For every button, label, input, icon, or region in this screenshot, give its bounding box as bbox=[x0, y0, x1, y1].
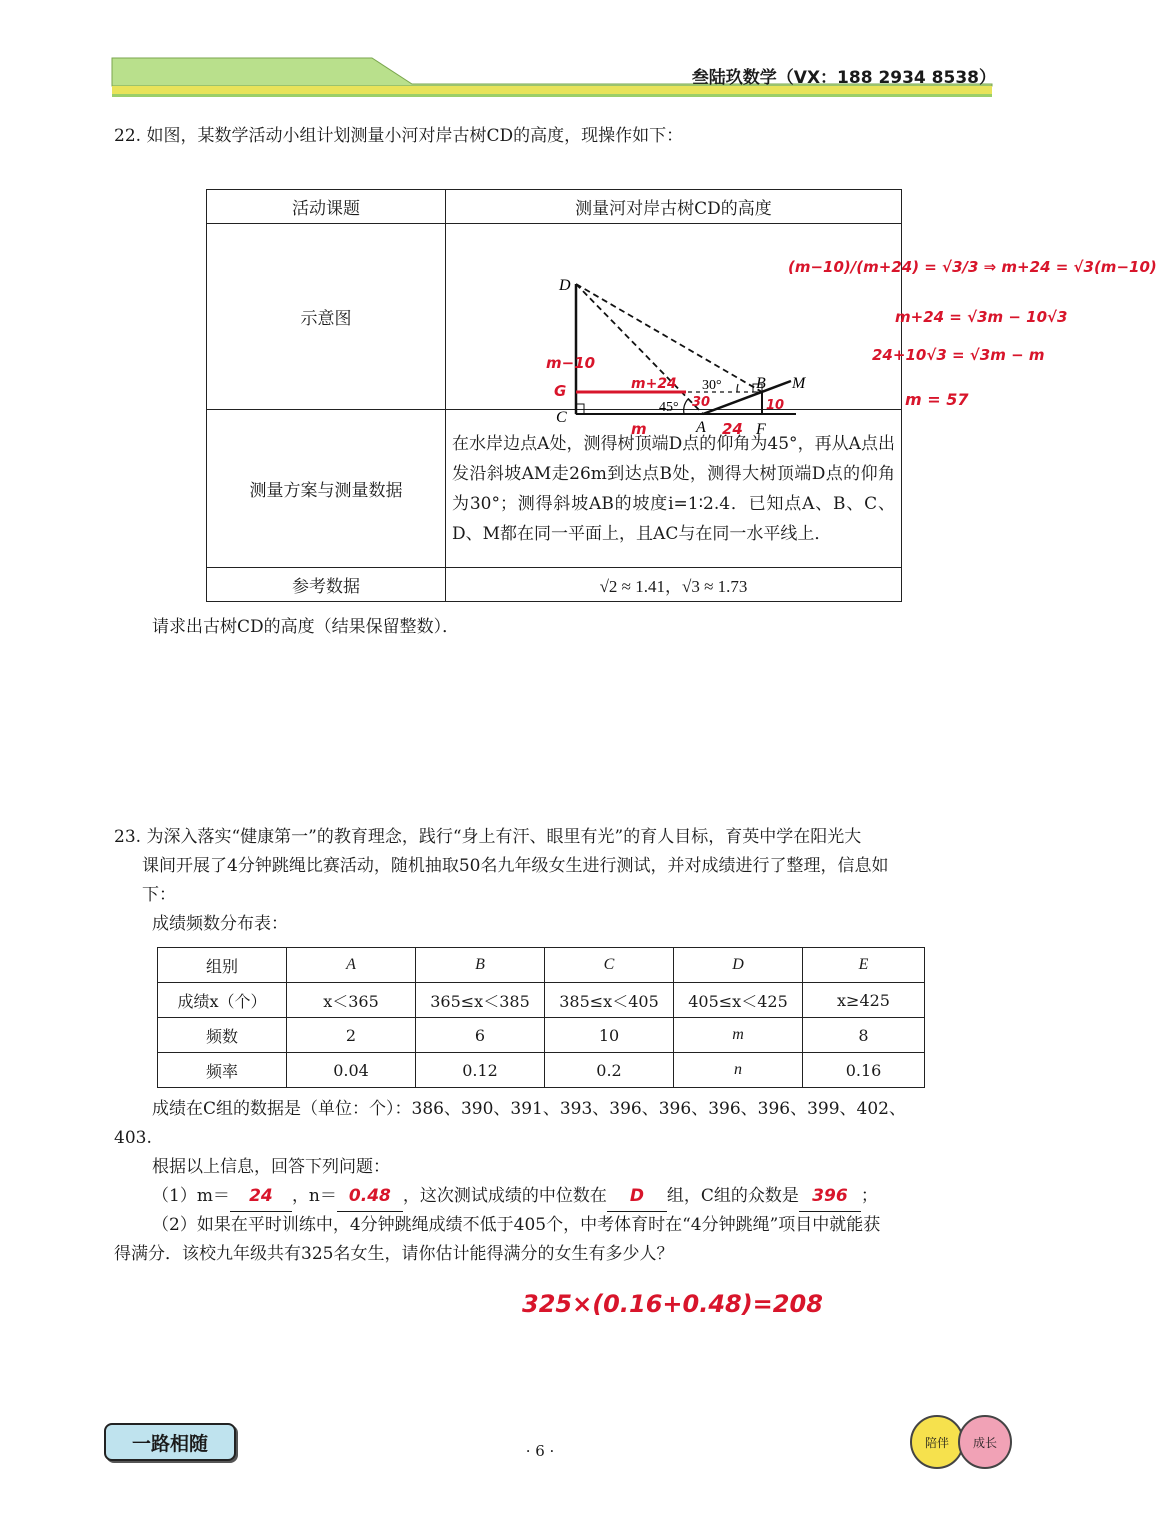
q22-diagram-cell bbox=[446, 224, 902, 438]
cell: 10 bbox=[545, 1018, 674, 1053]
q23-p1-a: （1）m＝ bbox=[152, 1186, 230, 1206]
cell: C bbox=[545, 948, 674, 983]
q23-p1-c: ，这次测试成绩的中位数在 bbox=[402, 1186, 607, 1206]
ans-n: 0.48 bbox=[348, 1186, 391, 1206]
q22-table bbox=[206, 189, 902, 602]
footer-circle-accompany: 陪伴 bbox=[910, 1415, 964, 1469]
cell: m bbox=[674, 1018, 803, 1053]
cell: 组别 bbox=[158, 948, 287, 983]
cell: x≥425 bbox=[803, 983, 925, 1018]
label-angle45: 45° bbox=[659, 400, 679, 415]
q23-p1-e: ； bbox=[860, 1186, 878, 1206]
q22-stem: 22. 如图，某数学活动小组计划测量小河对岸古树CD的高度，现操作如下： bbox=[114, 126, 684, 146]
cell: n bbox=[674, 1053, 803, 1088]
ans-m: 24 bbox=[249, 1186, 273, 1206]
hw-eq3: 24+10√3 = √3m − m bbox=[872, 346, 1045, 364]
q23-stem-l1: 23. 为深入落实“健康第一”的教育理念，践行“身上有汗、眼里有光”的育人目标，育英中学在阳光大 bbox=[114, 827, 862, 847]
cell: 365≤x＜385 bbox=[416, 983, 545, 1018]
cell: A bbox=[287, 948, 416, 983]
q22-r3-value: 在水岸边点A处，测得树顶端D点的仰角为45°，再从A点出发沿斜坡AM走26m到达点B处，测得大树顶端D点的仰角为30°；测得斜坡AB的坡度i=1∶2.4．已知点A、B、C、D、M都在同一平面上，且AC与在同一水平线上． bbox=[446, 410, 902, 568]
cell: 405≤x＜425 bbox=[674, 983, 803, 1018]
cell: x＜365 bbox=[287, 983, 416, 1018]
hw-24: 24 bbox=[722, 420, 743, 438]
q23-table-title: 成绩频数分布表： bbox=[152, 914, 288, 934]
label-C: C bbox=[556, 409, 567, 426]
label-A: A bbox=[696, 419, 706, 436]
q23-c-data-l2: 403. bbox=[114, 1128, 152, 1148]
hw-calc: 325×(0.16+0.48)=208 bbox=[522, 1290, 823, 1318]
q22-diagram bbox=[446, 224, 901, 438]
cell: 0.16 bbox=[803, 1053, 925, 1088]
q22-ask: 请求出古树CD的高度（结果保留整数）． bbox=[152, 617, 460, 637]
q23-stem-l2: 课间开展了4分钟跳绳比赛活动，随机抽取50名九年级女生进行测试，并对成绩进行了整理，信息如 bbox=[142, 856, 889, 876]
cell: 成绩x（个） bbox=[158, 983, 287, 1018]
q23-p1-b: ，n＝ bbox=[291, 1186, 337, 1206]
page-number: · 6 · bbox=[525, 1442, 555, 1460]
hw-m-24: m+24 bbox=[631, 376, 677, 392]
hw-10: 10 bbox=[766, 398, 785, 413]
q22-r4-label: 参考数据 bbox=[207, 568, 446, 602]
cell: 0.04 bbox=[287, 1053, 416, 1088]
q23-c-data-l1: 成绩在C组的数据是（单位：个）：386、390、391、393、396、396、396、396、399、402、 bbox=[152, 1099, 906, 1119]
q22-r4-value: √2 ≈ 1.41，√3 ≈ 1.73 bbox=[446, 568, 902, 602]
hw-m-10: m−10 bbox=[546, 354, 596, 372]
hw-eq1: (m−10)/(m+24) = √3/3 ⇒ m+24 = √3(m−10) bbox=[788, 258, 1157, 276]
ans-group: D bbox=[629, 1186, 644, 1206]
cell: 0.2 bbox=[545, 1053, 674, 1088]
label-angle30: 30° bbox=[702, 378, 722, 393]
hw-m: m bbox=[631, 420, 647, 438]
cell: E bbox=[803, 948, 925, 983]
hw-30: 30 bbox=[692, 395, 711, 410]
q22-r2-label: 示意图 bbox=[207, 224, 446, 410]
q22-r1-label: 活动课题 bbox=[207, 190, 446, 224]
q22-r3-label: 测量方案与测量数据 bbox=[207, 410, 446, 568]
hw-G: G bbox=[554, 382, 567, 400]
label-B: B bbox=[756, 375, 766, 392]
ans-mode: 396 bbox=[812, 1186, 848, 1206]
cell: D bbox=[674, 948, 803, 983]
label-M: M bbox=[792, 375, 806, 392]
q23-part1 bbox=[152, 1182, 878, 1212]
cell: 0.12 bbox=[416, 1053, 545, 1088]
cell: B bbox=[416, 948, 545, 983]
q23-prompt: 根据以上信息，回答下列问题： bbox=[152, 1157, 390, 1177]
q22-r1-value: 测量河对岸古树CD的高度 bbox=[446, 190, 902, 224]
q23-p2-l2: 得满分．该校九年级共有325名女生，请你估计能得满分的女生有多少人？ bbox=[114, 1244, 674, 1264]
q23-p1-d: 组，C组的众数是 bbox=[666, 1186, 799, 1206]
header-brand: 叁陆玖数学（VX：188 2934 8538） bbox=[691, 68, 996, 88]
cell: 频率 bbox=[158, 1053, 287, 1088]
cell: 6 bbox=[416, 1018, 545, 1053]
label-D: D bbox=[559, 277, 571, 294]
q23-p2-l1: （2）如果在平时训练中，4分钟跳绳成绩不低于405个，中考体育时在“4分钟跳绳”项目中就能获 bbox=[152, 1215, 881, 1235]
cell: 频数 bbox=[158, 1018, 287, 1053]
hw-eq2: m+24 = √3m − 10√3 bbox=[895, 308, 1068, 326]
q23-stem-l3: 下： bbox=[142, 885, 176, 905]
label-F: F bbox=[756, 421, 766, 438]
cell: 2 bbox=[287, 1018, 416, 1053]
footer-badge: 一路相随 bbox=[104, 1423, 236, 1461]
hw-eq4: m = 57 bbox=[905, 390, 969, 409]
cell: 8 bbox=[803, 1018, 925, 1053]
footer-circle-growth: 成长 bbox=[958, 1415, 1012, 1469]
q23-table bbox=[157, 947, 925, 1088]
cell: 385≤x＜405 bbox=[545, 983, 674, 1018]
